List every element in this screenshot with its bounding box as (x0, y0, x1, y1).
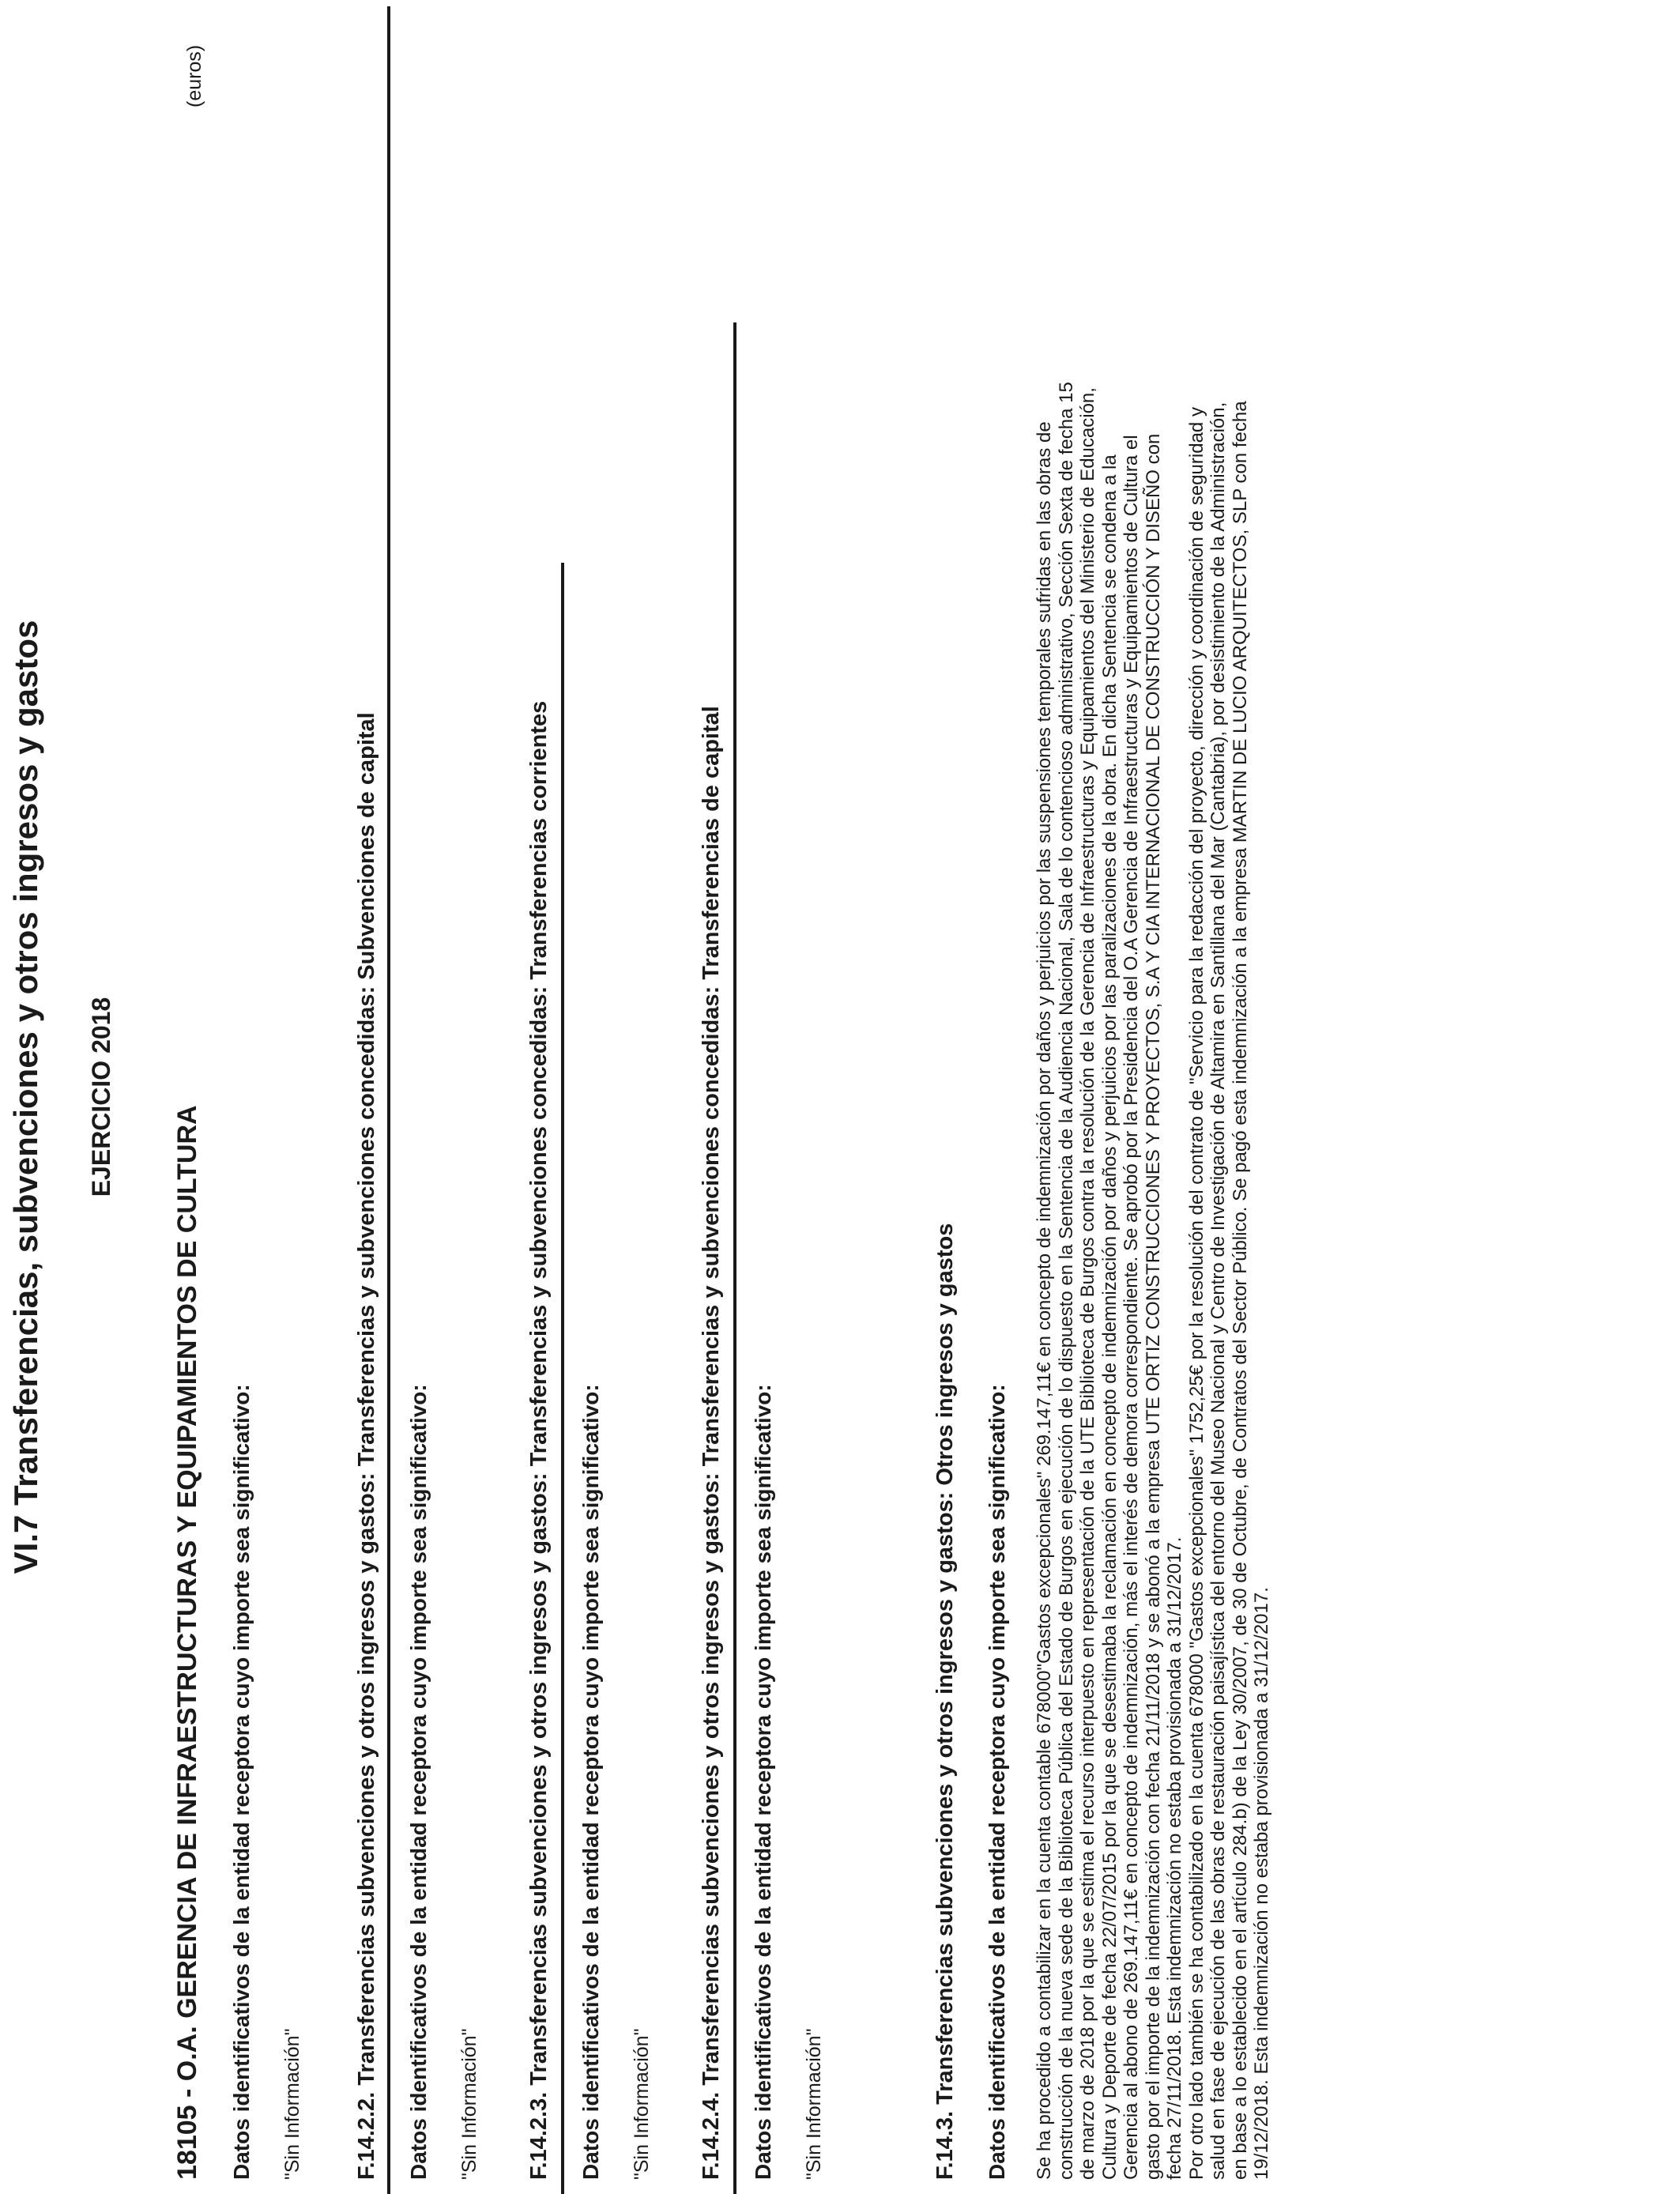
paragraph-line: fecha 27/11/2018. Esta indemnización no estaba provisionada a 31/12/2017. (1164, 1536, 1185, 2180)
section-1-heading: F.14.2.2. Transferencias subvenciones y otros ingresos y gastos: Transferencias y subvenciones concedidas: Subvenciones de capital (354, 712, 379, 2180)
section-0-value: "Sin Información" (281, 2028, 303, 2180)
section-3-value: "Sin Información" (803, 2028, 825, 2180)
section-divider (387, 6, 390, 2194)
section-0-subheading: Datos identificativos de la entidad receptora cuyo importe sea significativo: (229, 1384, 254, 2180)
fiscal-year-heading: EJERCICIO 2018 (87, 997, 115, 1197)
explanatory-paragraph (1034, 382, 1273, 2180)
section-1-value: "Sin Información" (458, 2028, 480, 2180)
paragraph-line: Cultura y Deporte de fecha 22/07/2015 por la que se desestimaba la reclamación en concepto de indemnización por daños y perjuicios por las paralizaciones de la obra. En dicha Sentencia se condena a la (1098, 454, 1121, 2180)
paragraph-line: salud en fase de ejecución de las obras de restauración paisajística del entorno del Museo Nacional y Centro de Investigación de Altamira en Santillana del Mar (Cantabria), por desistimiento de la Administración, (1207, 401, 1229, 2180)
section-3-heading: F.14.2.4. Transferencias subvenciones y otros ingresos y gastos: Transferencias y subvenciones concedidas: Transferencias de capital (699, 706, 724, 2180)
paragraph-line: de marzo de 2018 por la que se estima el recurso interpuesto en representación de la UTE Biblioteca de Burgos contra la resolución de la Gerencia de Infraestructuras y Equipamientos del Ministerio de Educación, (1077, 387, 1098, 2180)
section-4-heading: F.14.3. Transferencias subvenciones y otros ingresos y gastos: Otros ingresos y gastos (932, 1223, 958, 2180)
paragraph-line: en base a lo establecido en el artículo 284.b) de la Ley 30/2007, de 30 de Octubre, de Contratos del Sector Público. Se pagó esta indemnización a la empresa MARTIN DE LUCIO ARQUITECTOS, SLP con fecha (1229, 401, 1251, 2180)
document-title: VI.7 Transferencias, subvenciones y otros ingresos y gastos (7, 620, 44, 1574)
section-2-subheading: Datos identificativos de la entidad receptora cuyo importe sea significativo: (578, 1384, 603, 2180)
section-4-subheading: Datos identificativos de la entidad receptora cuyo importe sea significativo: (985, 1384, 1009, 2180)
currency-note: (euros) (183, 44, 205, 107)
paragraph-line: gasto por el importe de la indemnización con fecha 21/11/2018 y se abonó a la empresa UTE ORTIZ CONSTRUCCIONES Y PROYECTOS, S.A Y CIA INTERNACIONAL DE CONSTRUCCIÓN Y DISEÑO con (1142, 433, 1164, 2180)
section-2-heading: F.14.2.3. Transferencias subvenciones y otros ingresos y gastos: Transferencias y subvenciones concedidas: Transferencias corrientes (526, 700, 552, 2180)
section-divider (561, 563, 564, 2194)
paragraph-line: Por otro lado también se ha contabilizado en la cuenta 678000 "Gastos excepcionales" 1752,25€ por la resolución del contrato de "Servicio para la redacción del proyecto, dirección y coordinación de seguridad y (1185, 407, 1207, 2180)
section-3-subheading: Datos identificativos de la entidad receptora cuyo importe sea significativo: (751, 1384, 775, 2180)
paragraph-line: Se ha procedido a contabilizar en la cuenta contable 678000"Gastos excepcionales" 269.147,11€ en concepto de indemnización por daños y perjuicios por las suspensiones temporales sufridas en las obras de (1034, 421, 1055, 2180)
section-2-value: "Sin Información" (631, 2028, 653, 2180)
entity-title: 18105 - O.A. GERENCIA DE INFRAESTRUCTURAS Y EQUIPAMIENTOS DE CULTURA (172, 1105, 202, 2180)
paragraph-line: Gerencia al abono de 269.147,11€ en concepto de indemnización, más el interés de demora correspondiente. Se aprobó por la Presidencia del O.A Gerencia de Infraestructuras y Equipamientos de Cultura el (1121, 435, 1142, 2180)
paragraph-line: construcción de la nueva sede de la Biblioteca Pública del Estado de Burgos en ejecución de lo dispuesto en la Sentencia de la Audiencia Nacional, Sala de lo contencioso administrativo, Sección Sexta de fecha 15 (1055, 382, 1077, 2180)
paragraph-line: 19/12/2018. Esta indemnización no estaba provisionada a 31/12/2017. (1251, 1587, 1272, 2180)
section-divider (733, 322, 736, 2194)
section-1-subheading: Datos identificativos de la entidad receptora cuyo importe sea significativo: (406, 1384, 431, 2180)
